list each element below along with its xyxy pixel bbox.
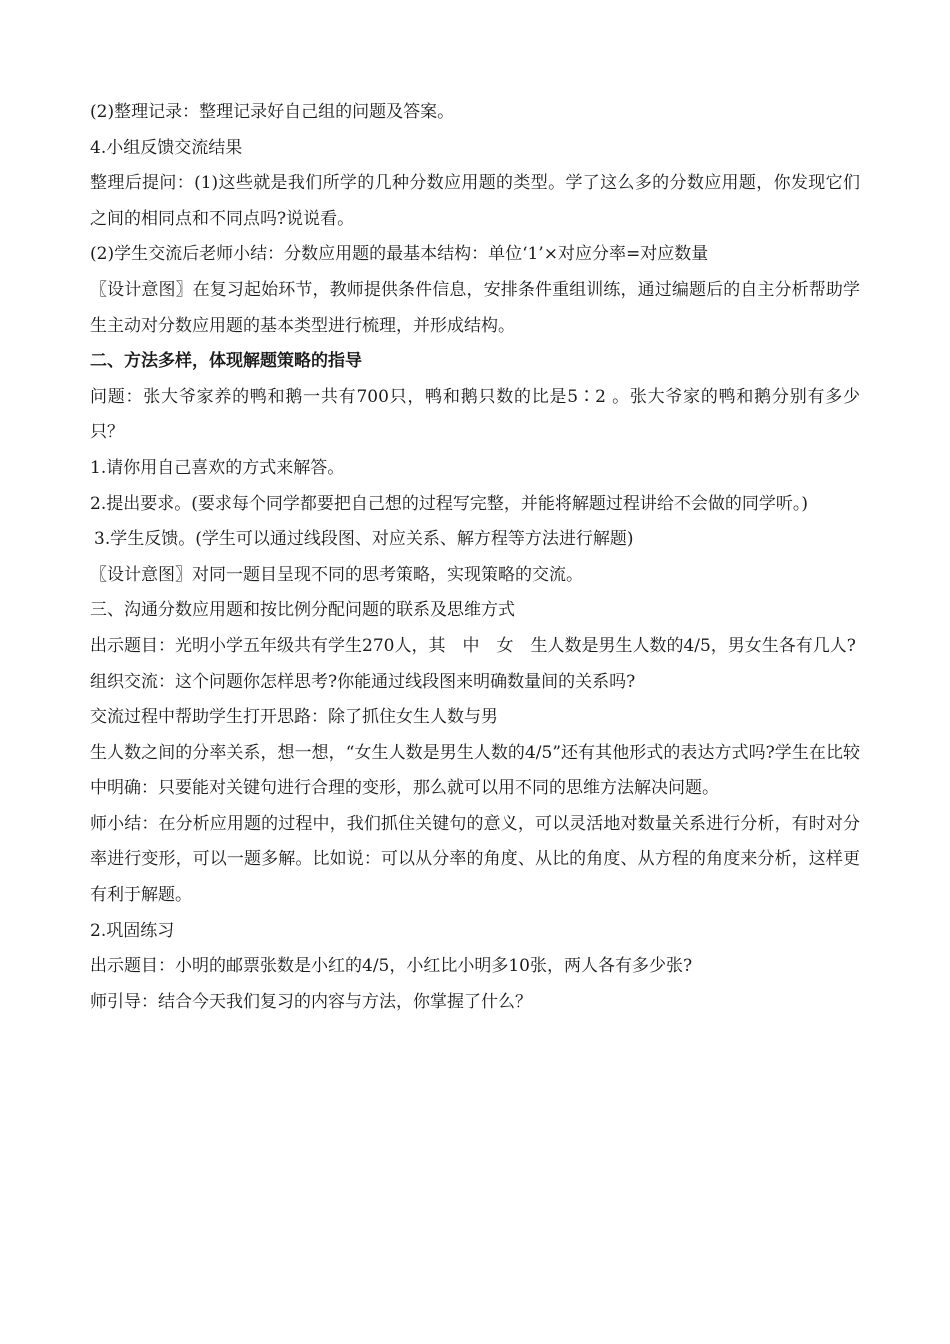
paragraph-problem-students: 出示题目：光明小学五年级共有学生270人，其 中 女 生人数是男生人数的4/5，男女生各有几人? bbox=[90, 635, 856, 656]
section-heading-3: 三、沟通分数应用题和按比例分配问题的联系及思维方式 bbox=[90, 600, 515, 621]
paragraph-problem-ducks-geese: 问题：张大爷家养的鸭和鹅一共有700只，鸭和鹅只数的比是5∶2 。张大爷家的鸭和鹅分别有多少只？ bbox=[90, 386, 860, 443]
paragraph-discussion-process: 交流过程中帮助学生打开思路：除了抓住女生人数与男 bbox=[90, 707, 498, 728]
paragraph-step-1: 1.请你用自己喜欢的方式来解答。 bbox=[90, 457, 345, 478]
document-body bbox=[90, 95, 860, 1020]
paragraph-question-after-organize: 整理后提问：(1)这些就是我们所学的几种分数应用题的类型。学了这么多的分数应用题，你发现它们之间的相同点和不同点吗?说说看。 bbox=[90, 173, 860, 229]
paragraph-ratio-relation: 生人数之间的分率关系，想一想，“女生人数是男生人数的4/5”还有其他形式的表达方式吗?学生在比较中明确：只要能对关键句进行合理的变形，那么就可以用不同的思维方法解决问题。 bbox=[90, 742, 860, 799]
paragraph-practice-heading: 2.巩固练习 bbox=[90, 920, 175, 941]
section-heading-2: 二、方法多样，体现解题策略的指导 bbox=[90, 351, 362, 372]
paragraph-organize-discussion: 组织交流：这个问题你怎样思考?你能通过线段图来明确数量间的关系吗? bbox=[90, 671, 636, 692]
paragraph-group-feedback: 4.小组反馈交流结果 bbox=[90, 137, 243, 158]
paragraph-teacher-guide: 师引导：结合今天我们复习的内容与方法，你掌握了什么？ bbox=[90, 991, 532, 1012]
paragraph-teacher-summary: (2)学生交流后老师小结：分数应用题的最基本结构：单位‘1’×对应分率=对应数量 bbox=[90, 244, 709, 265]
paragraph-teacher-conclusion: 师小结：在分析应用题的过程中，我们抓住关键句的意义，可以灵活地对数量关系进行分析，有时对分率进行变形，可以一题多解。比如说：可以从分率的角度、从比的角度、从方程的角度来分析，这样更有利于解题。 bbox=[90, 813, 860, 906]
paragraph-organize-record: (2)整理记录：整理记录好自己组的问题及答案。 bbox=[90, 102, 455, 122]
paragraph-step-3: 3.学生反馈。(学生可以通过线段图、对应关系、解方程等方法进行解题) bbox=[94, 529, 634, 550]
paragraph-design-intent-1: 〖设计意图〗在复习起始环节，教师提供条件信息，安排条件重组训练，通过编题后的自主分析帮助学生主动对分数应用题的基本类型进行梳理，并形成结构。 bbox=[90, 279, 860, 336]
paragraph-design-intent-2: 〖设计意图〗对同一题目呈现不同的思考策略，实现策略的交流。 bbox=[90, 564, 583, 585]
paragraph-step-2: 2.提出要求。(要求每个同学都要把自己想的过程写完整，并能将解题过程讲给不会做的同学听。) bbox=[90, 493, 808, 514]
paragraph-problem-stamps: 出示题目：小明的邮票张数是小红的4/5，小红比小明多10张，两人各有多少张? bbox=[90, 956, 693, 977]
